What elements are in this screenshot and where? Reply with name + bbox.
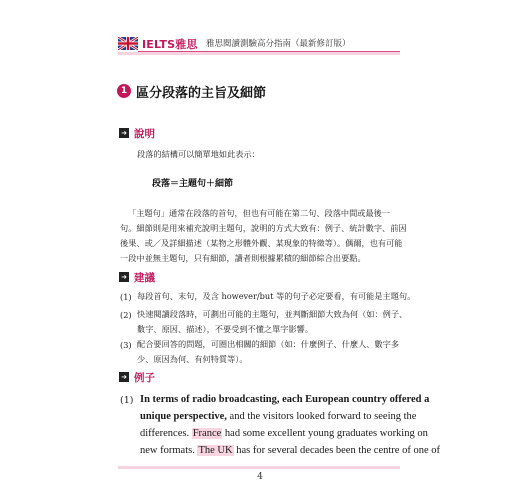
explain-intro: 段落的結構可以簡單地如此表示： [137, 149, 260, 159]
example-line-3-post: had some excellent young graduates working on [222, 428, 428, 439]
example-line-1 [140, 391, 429, 408]
union-jack-icon [118, 37, 138, 50]
advice-item-1-line-1: 每段首句、末句，及含 however/but 等的句子必定要看，有可能是主題句。 [137, 291, 416, 301]
explain-line-4: 一段中並無主題句，只有細節，讀者則根據累積的細節綜合出要點。 [120, 253, 366, 263]
advice-label: 建議 [134, 271, 155, 284]
header-band [118, 52, 400, 55]
example-topic-sentence-part-1: In terms of radio broadcasting, each European country offered a [140, 394, 430, 405]
advice-item-3-line-1: 配合要回答的問題，可圈出相關的細節（如：什麼例子、什麼人、數字多 [137, 339, 400, 349]
example-num: (1) [120, 395, 134, 406]
footer-band [118, 466, 400, 469]
paragraph-formula: 段落＝主題句＋細節 [152, 179, 234, 189]
highlight-france: France [192, 428, 222, 439]
example-line-4-post: has for several decades been the centre of one of [233, 445, 440, 456]
advice-num-2: (2) [120, 310, 132, 320]
explain-line-2: 句。細節則是用來補充說明主題句，說明的方式大致有：例子、統計數字、前因 [120, 223, 407, 233]
explain-line-1: 「主題句」通常在段落的首句，但也有可能在第二句、段落中間或最後一 [128, 208, 391, 218]
example-line-3 [140, 425, 428, 442]
example-line-4 [140, 442, 440, 459]
example-topic-sentence-part-2: unique perspective, [140, 411, 227, 422]
advice-item-2-line-1: 快速閱讀段落時，可劃出可能的主題句，並判斷細節大致為何（如：例子、 [137, 309, 408, 319]
advice-item-2-line-2: 數字、原因、描述），不要受到不懂之單字影響。 [137, 324, 314, 334]
advice-num-3: (3) [120, 340, 132, 350]
arrow-right-icon: ➜ [119, 372, 129, 382]
advice-num-1: (1) [120, 292, 132, 302]
section-number-badge: 1 [117, 84, 131, 98]
advice-heading [119, 270, 155, 284]
explain-label: 說明 [134, 127, 155, 140]
book-title: 雅思閱讀測驗高分指南（最新修訂版） [206, 39, 351, 49]
example-label: 例子 [134, 371, 155, 384]
example-heading [119, 370, 155, 384]
example-line-4-pre: new formats. [140, 445, 198, 456]
explain-heading [119, 126, 155, 140]
page-header [118, 36, 400, 52]
example-line-2-rest: and the visitors looked forward to seeing the [226, 411, 417, 422]
example-line-2 [140, 408, 416, 425]
highlight-uk: The UK [198, 445, 233, 456]
section-title: 區分段落的主旨及細節 [136, 86, 267, 101]
explain-line-3: 後果、或／及詳細描述（某物之形體外觀、某現象的特徵等）。偶爾，也有可能 [120, 238, 403, 248]
arrow-right-icon: ➜ [119, 128, 129, 138]
advice-item-3-line-2: 少、原因為何、有何特質等）。 [137, 354, 248, 364]
example-line-3-pre: differences. [140, 428, 192, 439]
brand-logo-text: IELTS雅思 [142, 38, 198, 51]
page-number: 4 [257, 472, 263, 482]
arrow-right-icon: ➜ [119, 272, 129, 282]
